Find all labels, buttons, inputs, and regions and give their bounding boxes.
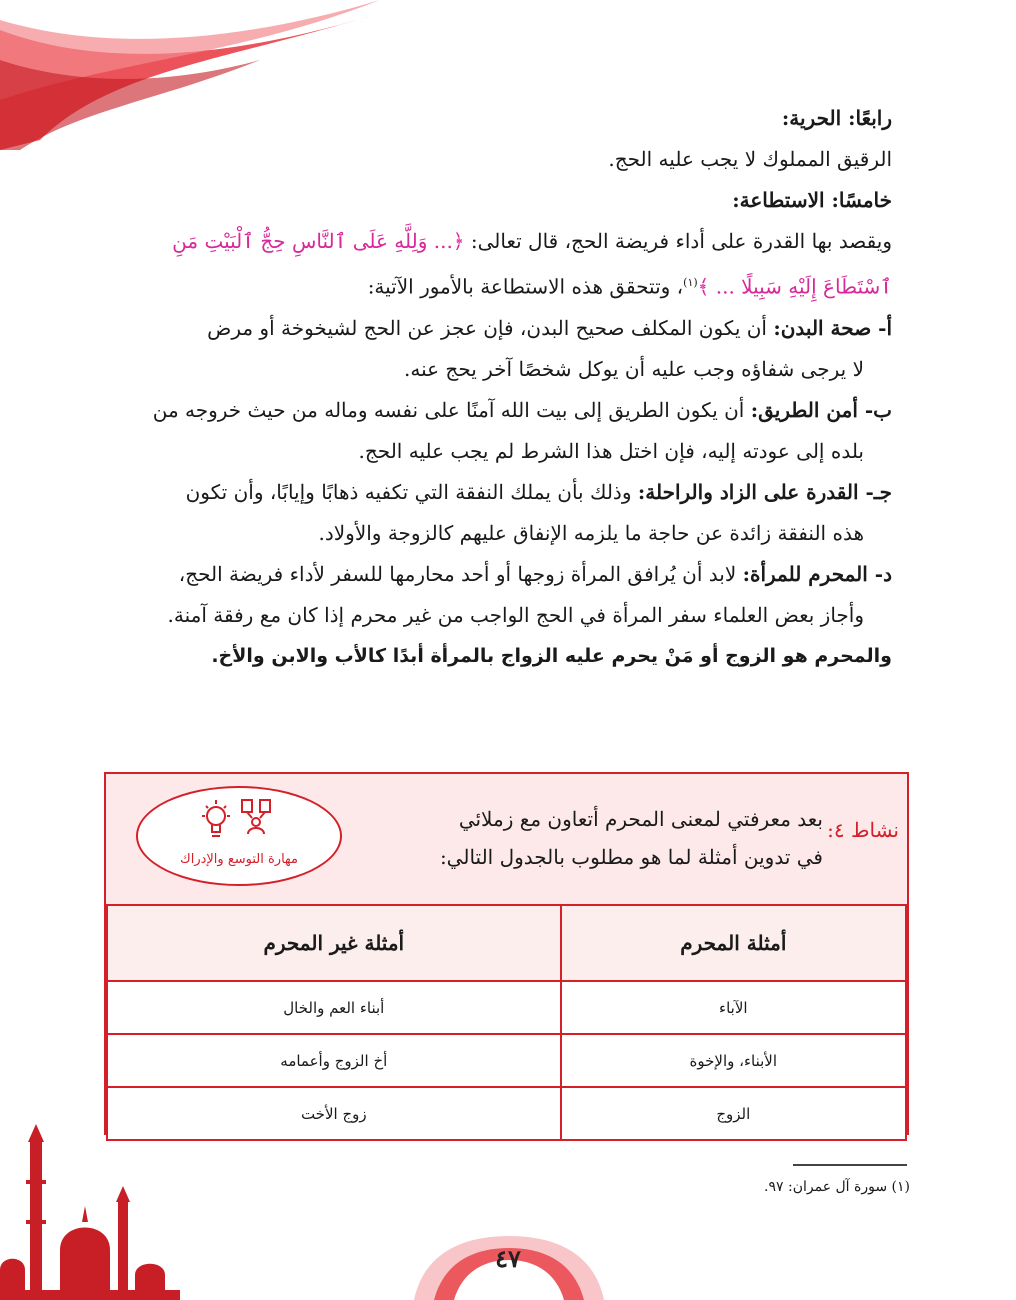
paragraph-ability-verse bbox=[104, 262, 892, 308]
ability-intro-text: ويقصد بها القدرة على أداء فريضة الحج، قال تعالى: bbox=[464, 229, 892, 253]
ability-conditions-text: ، وتتحقق هذه الاستطاعة بالأمور الآتية: bbox=[367, 274, 684, 299]
mosque-silhouette-icon bbox=[0, 1120, 180, 1300]
activity-instructions bbox=[393, 800, 823, 876]
item-mahram-cont: وأجاز بعض العلماء سفر المرأة في الحج الواجب من غير محرم إذا كان مع رفقة آمنة. bbox=[167, 602, 864, 627]
item-road-lead: ب- أمن الطريق: bbox=[750, 397, 892, 422]
table-row bbox=[107, 1087, 906, 1140]
skill-label: مهارة التوسع والإدراك bbox=[180, 852, 298, 867]
lightbulb-people-icon bbox=[196, 796, 286, 848]
item-health-cont: لا يرجى شفاؤه وجب عليه أن يوكل شخصًا آخر يحج عنه. bbox=[404, 356, 864, 381]
item-provision-text: وذلك بأن يملك النفقة التي تكفيه ذهابًا وإيابًا، وأن تكون bbox=[185, 479, 638, 504]
table-row bbox=[107, 981, 906, 1034]
heading-freedom: رابعًا: الحرية: bbox=[781, 106, 892, 130]
activity-text-line1: بعد معرفتي لمعنى المحرم أتعاون مع زملائي bbox=[458, 807, 823, 831]
cell-non-mahram: زوج الأخت bbox=[107, 1087, 561, 1140]
item-health-lead: أ- صحة البدن: bbox=[773, 315, 892, 340]
mahram-definition: والمحرم هو الزوج أو مَنْ يحرم عليه الزواج بالمرأة أبدًا كالأب والابن والأخ. bbox=[211, 644, 892, 667]
quran-verse-part1: ﴿... وَلِلَّهِ عَلَى ٱلنَّاسِ حِجُّ ٱلْبَيْتِ مَنِ bbox=[172, 229, 465, 253]
examples-table bbox=[106, 904, 907, 1141]
page-number: ٤٧ bbox=[495, 1244, 521, 1273]
table-row bbox=[107, 1034, 906, 1087]
item-provision-cont: هذه النفقة زائدة عن حاجة ما يلزمه الإنفاق عليهم كالزوجة والأولاد. bbox=[318, 520, 864, 545]
item-provision bbox=[104, 472, 892, 513]
footnote: (١) سورة آل عمران: ٩٧. bbox=[764, 1179, 910, 1195]
item-mahram bbox=[104, 554, 892, 595]
activity-label: نشاط ٤: bbox=[827, 818, 899, 842]
header-mahram: أمثلة المحرم bbox=[561, 905, 906, 981]
cell-mahram: الأبناء، والإخوة bbox=[561, 1034, 906, 1087]
item-road bbox=[104, 390, 892, 431]
cell-mahram: الآباء bbox=[561, 981, 906, 1034]
heading-ability: خامسًا: الاستطاعة: bbox=[732, 188, 892, 212]
paragraph-freedom: الرقيق المملوك لا يجب عليه الحج. bbox=[608, 147, 892, 171]
cell-non-mahram: أبناء العم والخال bbox=[107, 981, 561, 1034]
activity-header bbox=[106, 774, 907, 904]
table-header-row bbox=[107, 905, 906, 981]
item-road-cont: بلده إلى عودته إليه، فإن اختل هذا الشرط لم يجب عليه الحج. bbox=[358, 438, 864, 463]
quran-verse-part2: ٱسْتَطَاعَ إِلَيْهِ سَبِيلًا ... ﴾ bbox=[697, 274, 892, 299]
cell-mahram: الزوج bbox=[561, 1087, 906, 1140]
item-provision-lead: جـ- القدرة على الزاد والراحلة: bbox=[637, 479, 892, 504]
item-mahram-text: لابد أن يُرافق المرأة زوجها أو أحد محارمها للسفر لأداء فريضة الحج، bbox=[178, 561, 743, 586]
item-health bbox=[104, 308, 892, 349]
activity-box bbox=[104, 772, 909, 1135]
activity-text-line2: في تدوين أمثلة لما هو مطلوب بالجدول التالي: bbox=[439, 845, 823, 869]
skill-badge bbox=[136, 786, 342, 886]
item-health-text: أن يكون المكلف صحيح البدن، فإن عجز عن الحج لشيخوخة أو مرض bbox=[207, 315, 774, 340]
item-road-text: أن يكون الطريق إلى بيت الله آمنًا على نفسه وماله من حيث خروجه من bbox=[152, 397, 751, 422]
footnote-ref: (١) bbox=[683, 276, 698, 289]
cell-non-mahram: أخ الزوج وأعمامه bbox=[107, 1034, 561, 1087]
item-mahram-lead: د- المحرم للمرأة: bbox=[742, 561, 892, 586]
header-non-mahram: أمثلة غير المحرم bbox=[107, 905, 561, 981]
main-text bbox=[104, 98, 892, 677]
footnote-divider bbox=[793, 1164, 907, 1166]
paragraph-ability-intro bbox=[104, 221, 892, 262]
